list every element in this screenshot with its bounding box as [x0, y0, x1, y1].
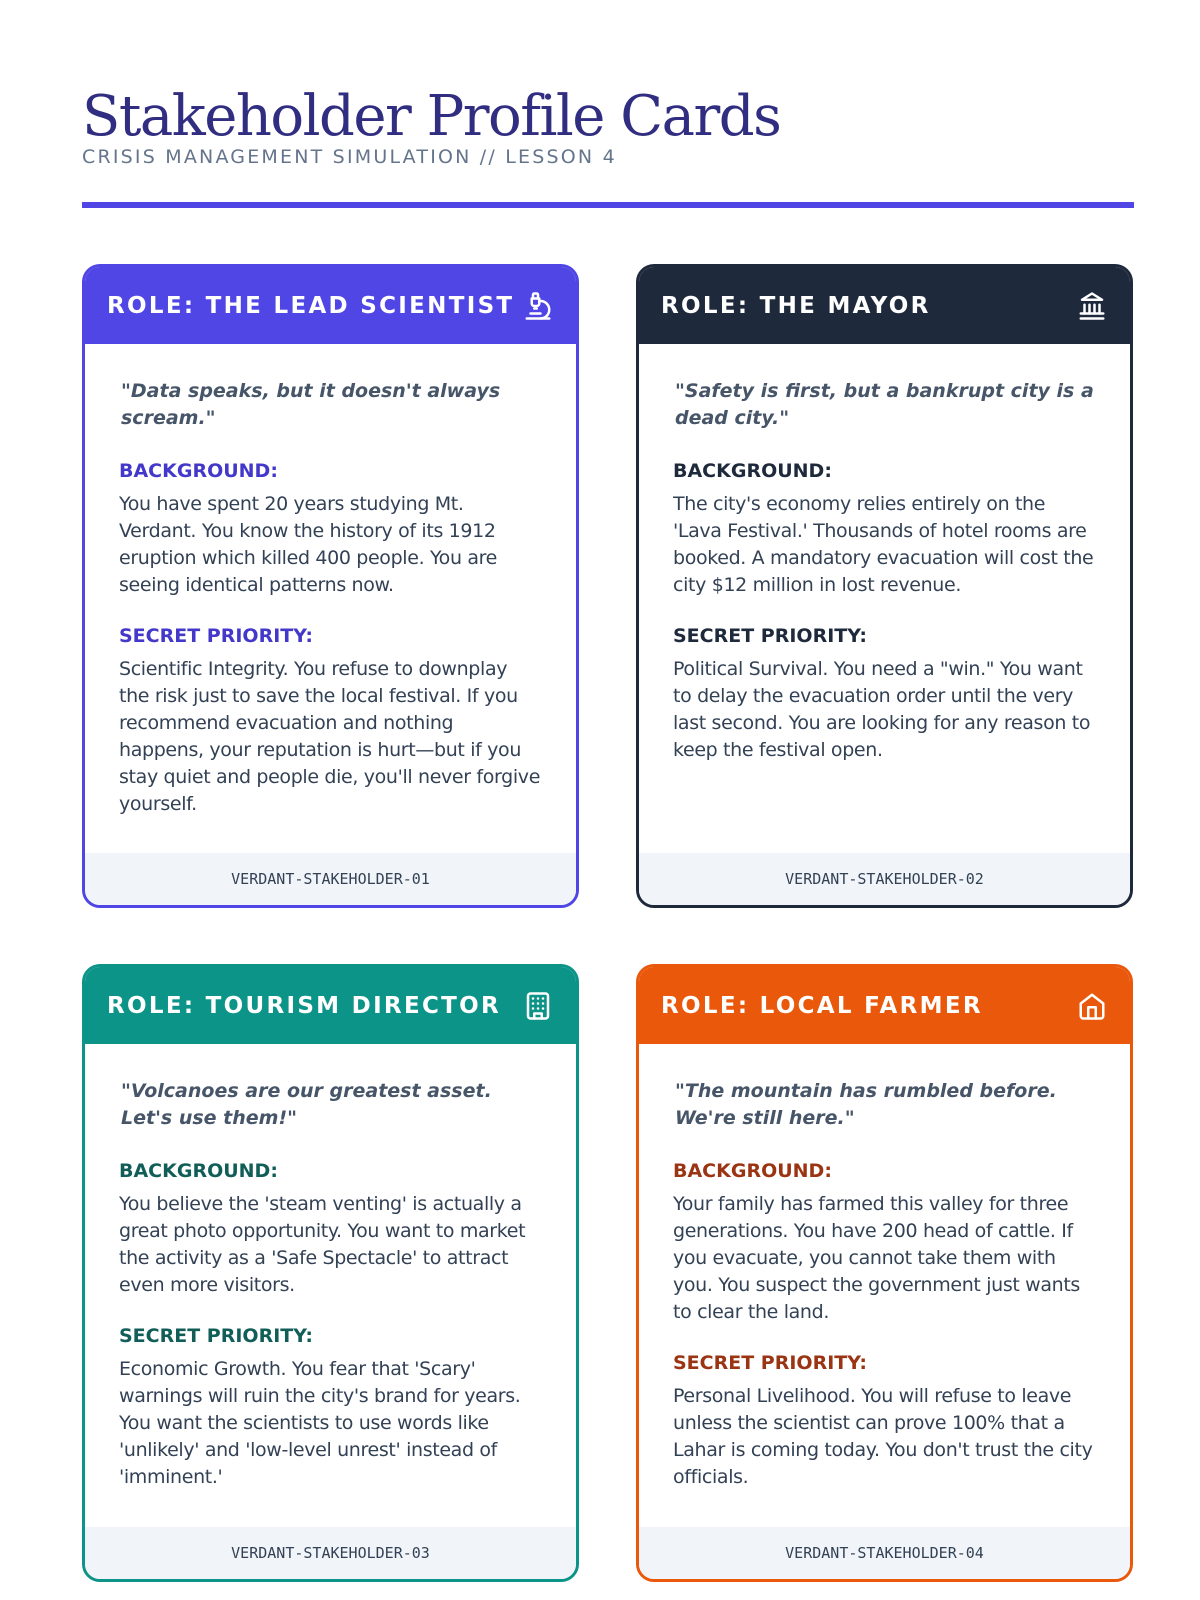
card-header	[639, 267, 1130, 344]
card-body	[639, 344, 1130, 853]
card-body	[85, 344, 576, 853]
card-role-title: ROLE: THE MAYOR	[661, 292, 931, 319]
card-body	[639, 1044, 1130, 1527]
card-header	[85, 967, 576, 1044]
card-header	[639, 967, 1130, 1044]
microscope-icon	[522, 290, 554, 322]
house-icon	[1076, 990, 1108, 1022]
background-label: BACKGROUND:	[673, 1160, 832, 1182]
page-title: Stakeholder Profile Cards	[82, 84, 781, 149]
card-footer	[85, 853, 576, 905]
building-icon	[522, 990, 554, 1022]
card-footer	[85, 1527, 576, 1579]
card-header	[85, 267, 576, 344]
stakeholder-card-scientist	[82, 264, 579, 908]
card-body	[85, 1044, 576, 1527]
background-label: BACKGROUND:	[673, 460, 832, 482]
card-footer	[639, 1527, 1130, 1579]
background-label: BACKGROUND:	[119, 460, 278, 482]
stakeholder-card-tourism-director	[82, 964, 579, 1582]
card-quote: "Safety is first, but a bankrupt city is a dead city."	[675, 380, 1094, 429]
secret-priority-text: Scientific Integrity. You refuse to downplay the risk just to save the local festival. If you recommend evacuation and nothing happens, your reputation is hurt—but if you stay quiet and people die, you'll never forgive yourself.	[119, 658, 541, 815]
page-subtitle: CRISIS MANAGEMENT SIMULATION // LESSON 4	[82, 146, 617, 168]
header-divider	[82, 202, 1134, 208]
secret-priority-text: Political Survival. You need a "win." You want to delay the evacuation order until the very last second. You are looking for any reason to keep the festival open.	[673, 658, 1091, 761]
stakeholder-card-farmer	[636, 964, 1133, 1582]
page-header	[82, 82, 1134, 168]
secret-priority-label: SECRET PRIORITY:	[673, 625, 867, 647]
secret-priority-label: SECRET PRIORITY:	[119, 625, 313, 647]
secret-priority-label: SECRET PRIORITY:	[673, 1352, 867, 1374]
background-text: Your family has farmed this valley for three generations. You have 200 head of cattle. If you evacuate, you cannot take them with you. You suspect the government just wants to clear the land.	[673, 1193, 1080, 1323]
background-text: You believe the 'steam venting' is actually a great photo opportunity. You want to market the activity as a 'Safe Spectacle' to attract even more visitors.	[119, 1193, 526, 1296]
card-quote: "The mountain has rumbled before. We're still here."	[675, 1080, 1057, 1129]
background-text: You have spent 20 years studying Mt. Verdant. You know the history of its 1912 eruption which killed 400 people. You are seeing identical patterns now.	[119, 493, 498, 596]
city-hall-icon	[1076, 290, 1108, 322]
card-role-title: ROLE: LOCAL FARMER	[661, 992, 983, 1019]
secret-priority-text: Personal Livelihood. You will refuse to leave unless the scientist can prove 100% that a Lahar is coming today. You don't trust the city officials.	[673, 1385, 1093, 1488]
card-footer	[639, 853, 1130, 905]
card-quote: "Data speaks, but it doesn't always scream."	[121, 380, 501, 429]
secret-priority-label: SECRET PRIORITY:	[119, 1325, 313, 1347]
card-id: VERDANT-STAKEHOLDER-01	[231, 870, 430, 888]
secret-priority-text: Economic Growth. You fear that 'Scary' warnings will ruin the city's brand for years. You want the scientists to use words like 'unlikely' and 'low-level unrest' instead of 'imminent.'	[119, 1358, 521, 1488]
background-label: BACKGROUND:	[119, 1160, 278, 1182]
card-role-title: ROLE: THE LEAD SCIENTIST	[107, 292, 515, 319]
background-text: The city's economy relies entirely on the 'Lava Festival.' Thousands of hotel rooms are booked. A mandatory evacuation will cost the city $12 million in lost revenue.	[673, 493, 1094, 596]
card-role-title: ROLE: TOURISM DIRECTOR	[107, 992, 501, 1019]
card-id: VERDANT-STAKEHOLDER-02	[785, 870, 984, 888]
card-quote: "Volcanoes are our greatest asset. Let's use them!"	[121, 1080, 492, 1129]
card-id: VERDANT-STAKEHOLDER-03	[231, 1544, 430, 1562]
card-id: VERDANT-STAKEHOLDER-04	[785, 1544, 984, 1562]
stakeholder-card-mayor	[636, 264, 1133, 908]
